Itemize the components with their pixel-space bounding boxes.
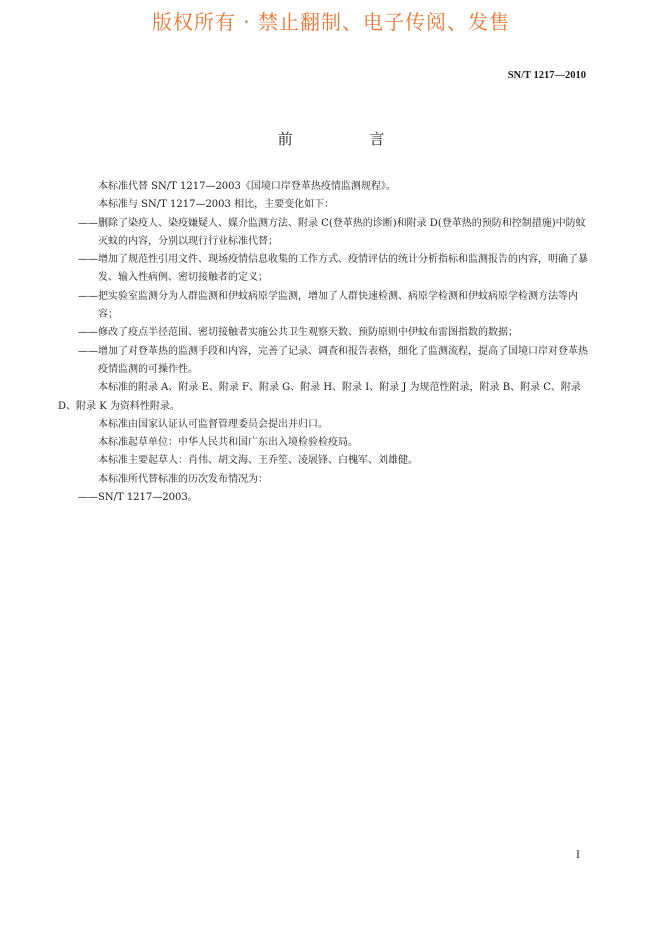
item-text: 删除了染疫人、染疫嫌疑人、媒介监测方法、附录 C(登革热的诊断)和附录 D(登革热的预防和控制措施)中防蚊灭蚊的内容，分别以现行行业标准代替； bbox=[98, 217, 586, 247]
item-text: 修改了疫点半径范围、密切接触者实施公共卫生观察天数、预防原则中伊蚊布雷图指数的数据； bbox=[98, 327, 518, 339]
change-item bbox=[78, 343, 588, 380]
item-dash: —— bbox=[78, 290, 98, 302]
item-text: 增加了规范性引用文件、现场疫情信息收集的工作方式、疫情评估的统计分析指标和监测报告的内容，明确了暴发、输入性病例、密切接触者的定义； bbox=[98, 254, 588, 284]
paragraph-history-intro: 本标准所代替标准的历次发布情况为： bbox=[98, 473, 268, 485]
paragraph-appendix: 本标准的附录 A、附录 E、附录 F、附录 G、附录 H、附录 I、附录 J 为规范性附录，附录 B、附录 C、附录 D、附录 K 为资料性附录。 bbox=[58, 382, 581, 412]
item-dash: —— bbox=[78, 327, 98, 339]
paragraph-changes-intro: 本标准与 SN/T 1217—2003 相比，主要变化如下： bbox=[98, 199, 335, 211]
item-text: SN/T 1217—2003。 bbox=[98, 492, 198, 504]
history-item bbox=[78, 489, 588, 507]
change-item bbox=[78, 324, 588, 342]
change-item bbox=[78, 251, 588, 288]
paragraph-drafting-unit: 本标准起草单位：中华人民共和国广东出入境检验检疫局。 bbox=[98, 437, 358, 449]
item-dash: —— bbox=[78, 345, 98, 357]
change-item bbox=[78, 215, 588, 252]
paragraph-proposer: 本标准由国家认证认可监督管理委员会提出并归口。 bbox=[98, 418, 328, 430]
page-title: 前 言 bbox=[277, 130, 421, 148]
item-dash: —— bbox=[78, 492, 98, 504]
item-text: 把实验室监测分为人群监测和伊蚊病原学监测，增加了人群快速检测、病原学检测和伊蚊病原学检测方法等内容； bbox=[98, 290, 578, 321]
copyright-watermark: 版权所有 · 禁止翻制、电子传阅、发售 bbox=[151, 10, 511, 34]
item-dash: —— bbox=[78, 254, 98, 266]
item-dash: —— bbox=[78, 217, 98, 229]
foreword-body bbox=[58, 178, 588, 507]
paragraph-replaces: 本标准代替 SN/T 1217—2003《国境口岸登革热疫情监测规程》。 bbox=[98, 181, 396, 192]
paragraph-drafters: 本标准主要起草人：肖伟、胡文海、王乔笙、凌展锋、白槐军、刘雄健。 bbox=[98, 455, 418, 467]
page-number: I bbox=[576, 850, 580, 861]
item-text: 增加了对登革热的监测手段和内容，完善了记录、调查和报告表格，细化了监测流程，提高了国境口岸对登革热疫情监测的可操作性。 bbox=[98, 345, 588, 375]
standard-code: SN/T 1217—2010 bbox=[507, 70, 586, 81]
change-item bbox=[78, 288, 588, 325]
